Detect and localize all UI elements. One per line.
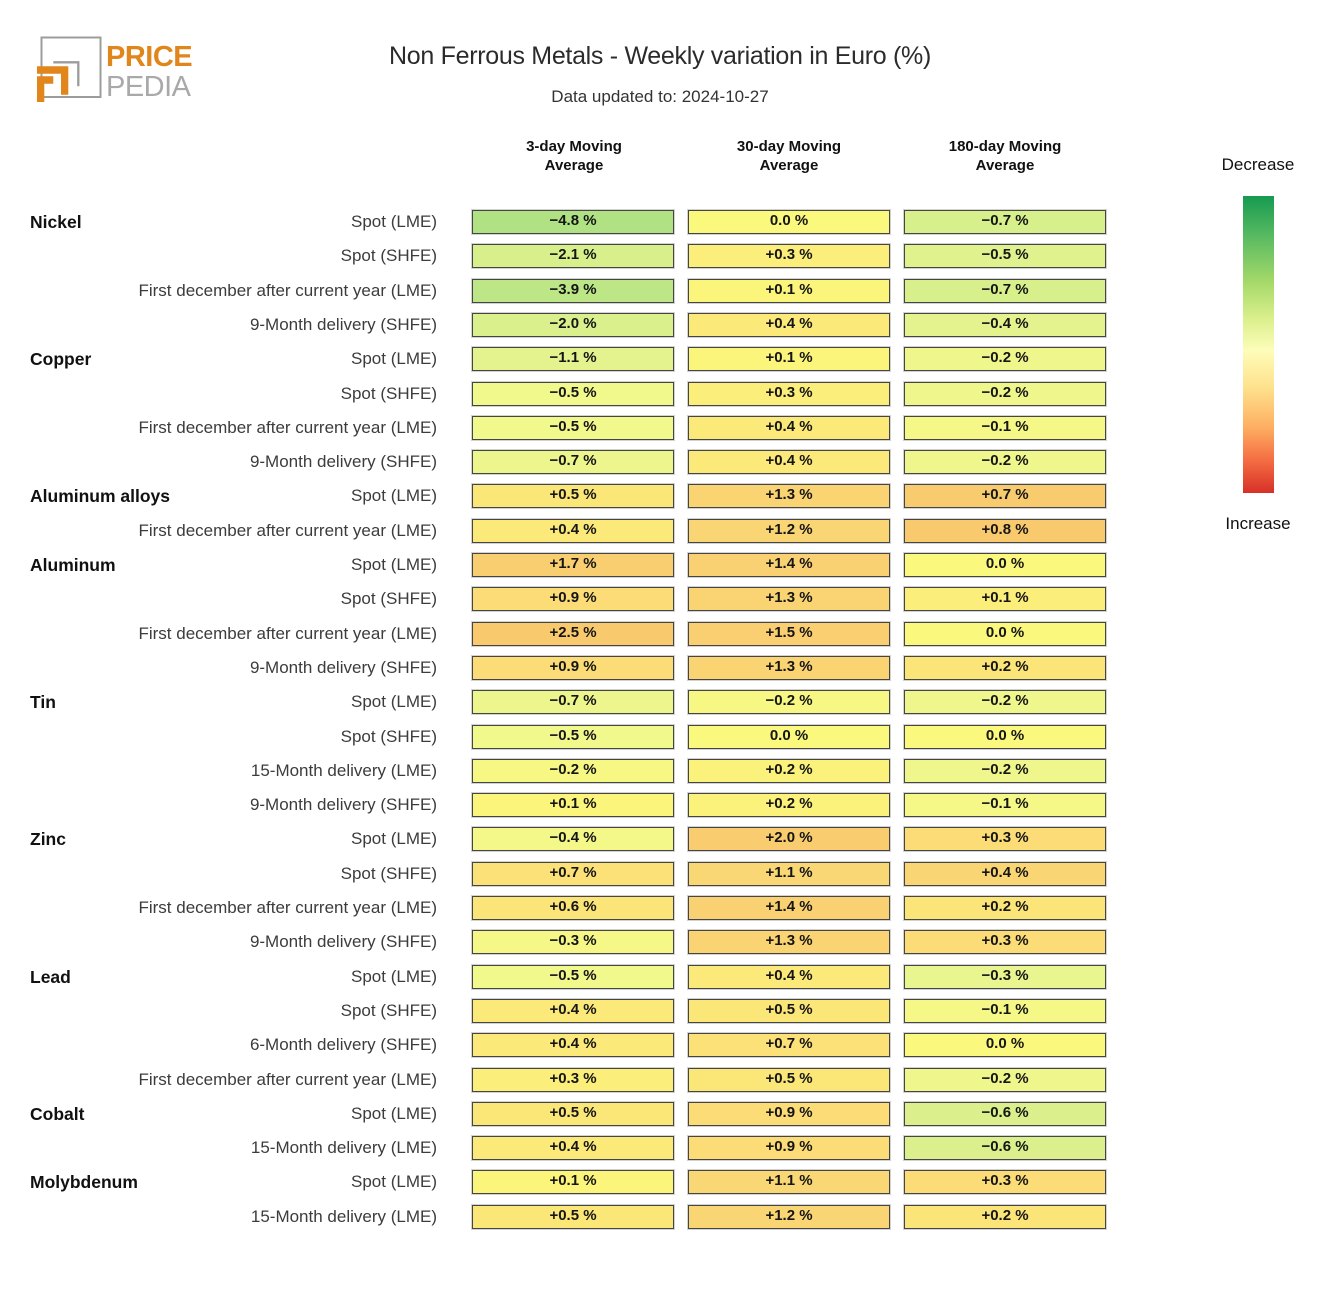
column-header: 180-day Moving Average: [948, 138, 1062, 174]
heatmap-cell: +0.7 %: [904, 484, 1106, 508]
row-label: Spot (LME): [351, 966, 437, 986]
heatmap-cell: +0.1 %: [688, 279, 890, 303]
heatmap-cell: −2.1 %: [472, 244, 674, 268]
row-label: First december after current year (LME): [138, 520, 437, 540]
heatmap-cell: +0.5 %: [688, 999, 890, 1023]
row-label: 9-Month delivery (SHFE): [249, 452, 437, 472]
brand-price: PRICE: [106, 41, 193, 73]
heatmap-cell: −2.0 %: [472, 313, 674, 337]
heatmap-cell: −3.9 %: [472, 279, 674, 303]
row-label: First december after current year (LME): [138, 623, 437, 643]
heatmap-cell: +0.1 %: [688, 347, 890, 371]
heatmap-cell: −0.7 %: [904, 279, 1106, 303]
row-label: 9-Month delivery (SHFE): [249, 795, 437, 815]
heatmap-cell: 0.0 %: [904, 622, 1106, 646]
heatmap-cell: −0.2 %: [904, 1068, 1106, 1092]
heatmap-cell: +0.5 %: [472, 1205, 674, 1229]
row-label: Spot (LME): [351, 1172, 437, 1192]
heatmap-cell: +0.7 %: [688, 1033, 890, 1057]
heatmap-cell: −0.7 %: [472, 690, 674, 714]
heatmap-cell: +0.3 %: [472, 1068, 674, 1092]
row-label: First december after current year (LME): [138, 898, 437, 917]
heatmap-cell: −0.1 %: [904, 793, 1106, 817]
heatmap-cell: +1.1 %: [688, 1170, 890, 1194]
row-label: First december after current year (LME): [138, 417, 437, 437]
heatmap-cell: +1.1 %: [688, 862, 890, 886]
heatmap-cell: −0.4 %: [904, 313, 1106, 337]
row-label: 6-Month delivery (SHFE): [249, 1035, 437, 1055]
heatmap-cell: −0.1 %: [904, 999, 1106, 1023]
row-label: Spot (LME): [351, 829, 437, 849]
heatmap-cell: +0.9 %: [472, 587, 674, 611]
heatmap-cell: +0.3 %: [904, 1170, 1106, 1194]
heatmap-cell: −0.5 %: [472, 965, 674, 989]
heatmap-cell: +0.4 %: [472, 519, 674, 543]
heatmap-cell: +0.2 %: [688, 759, 890, 783]
brand-pedia: PEDIA: [106, 71, 191, 103]
row-label: First december after current year (LME): [138, 280, 437, 300]
heatmap-cell: +0.4 %: [688, 313, 890, 337]
heatmap-cell: +1.5 %: [688, 622, 890, 646]
heatmap-cell: +0.3 %: [904, 827, 1106, 851]
heatmap-cell: +0.9 %: [688, 1102, 890, 1126]
heatmap-cell: +0.4 %: [472, 1033, 674, 1057]
row-label: First december after current year (LME): [138, 1069, 437, 1089]
page-title: Non Ferrous Metals - Weekly variation in Euro (%): [389, 42, 931, 70]
heatmap-cell: −0.5 %: [904, 244, 1106, 268]
heatmap-cell: −0.5 %: [472, 416, 674, 440]
heatmap-cell: −0.7 %: [904, 210, 1106, 234]
heatmap-cell: +0.9 %: [688, 1136, 890, 1160]
heatmap-cell: +1.3 %: [688, 656, 890, 680]
heatmap-cell: −0.3 %: [904, 965, 1106, 989]
metal-group-label: Cobalt: [30, 1103, 85, 1124]
heatmap-cell: +0.2 %: [904, 656, 1106, 680]
row-label: Spot (LME): [351, 1103, 437, 1123]
heatmap-cell: −0.1 %: [904, 416, 1106, 440]
heatmap-cell: +0.2 %: [904, 1205, 1106, 1229]
heatmap-cell: −0.2 %: [472, 759, 674, 783]
heatmap-cell: +1.4 %: [688, 896, 890, 920]
heatmap-cell: −1.1 %: [472, 347, 674, 371]
heatmap-cell: 0.0 %: [904, 553, 1106, 577]
heatmap-cell: +1.3 %: [688, 484, 890, 508]
data-updated-subtitle: Data updated to: 2024-10-27: [551, 87, 769, 106]
heatmap-cell: +2.0 %: [688, 827, 890, 851]
heatmap-cell: +0.4 %: [688, 450, 890, 474]
heatmap-cell: +0.4 %: [688, 416, 890, 440]
heatmap-cell: 0.0 %: [904, 725, 1106, 749]
heatmap-cell: −0.5 %: [472, 725, 674, 749]
heatmap-cell: +0.4 %: [688, 965, 890, 989]
row-label: Spot (LME): [351, 555, 437, 574]
row-label: Spot (SHFE): [340, 246, 437, 266]
heatmap-cell: +0.1 %: [472, 793, 674, 817]
metal-group-label: Zinc: [30, 829, 66, 850]
heatmap-cell: +1.3 %: [688, 930, 890, 954]
heatmap-cell: −0.2 %: [904, 347, 1106, 371]
heatmap-cell: +0.6 %: [472, 896, 674, 920]
row-label: Spot (LME): [351, 486, 437, 506]
row-label: 15-Month delivery (LME): [250, 1138, 437, 1158]
heatmap-cell: −0.6 %: [904, 1136, 1106, 1160]
heatmap-cell: +1.2 %: [688, 519, 890, 543]
heatmap-cell: +0.2 %: [688, 793, 890, 817]
heatmap-cell: −0.2 %: [904, 450, 1106, 474]
heatmap-cell: −4.8 %: [472, 210, 674, 234]
heatmap-cell: +0.7 %: [472, 862, 674, 886]
metal-group-label: Lead: [30, 966, 71, 987]
heatmap-cell: 0.0 %: [904, 1033, 1106, 1057]
row-label: Spot (LME): [351, 692, 437, 712]
column-header: 3-day Moving Average: [526, 138, 622, 174]
heatmap-cell: +0.9 %: [472, 656, 674, 680]
heatmap-cell: −0.2 %: [904, 759, 1106, 783]
metal-group-label: Molybdenum: [30, 1172, 138, 1193]
heatmap-cell: 0.0 %: [688, 725, 890, 749]
heatmap-cell: +2.5 %: [472, 622, 674, 646]
heatmap-cell: +1.4 %: [688, 553, 890, 577]
heatmap-cell: +0.5 %: [472, 484, 674, 508]
row-label: Spot (SHFE): [340, 589, 437, 609]
heatmap-cell: +0.1 %: [472, 1170, 674, 1194]
row-label: Spot (LME): [351, 212, 437, 231]
legend-decrease-label: Decrease: [1221, 155, 1295, 174]
heatmap-cell: +0.5 %: [472, 1102, 674, 1126]
heatmap-cell: +0.3 %: [688, 382, 890, 406]
heatmap-cell: +0.3 %: [904, 930, 1106, 954]
heatmap-cell: +0.8 %: [904, 519, 1106, 543]
heatmap-cell: −0.2 %: [904, 382, 1106, 406]
heatmap-cell: −0.4 %: [472, 827, 674, 851]
heatmap-cell: −0.2 %: [688, 690, 890, 714]
heatmap-cell: +0.4 %: [472, 1136, 674, 1160]
metal-group-label: Tin: [30, 692, 56, 713]
heatmap-cell: +0.1 %: [904, 587, 1106, 611]
row-label: Spot (SHFE): [340, 863, 437, 883]
heatmap-cell: +0.2 %: [904, 896, 1106, 920]
row-label: 9-Month delivery (SHFE): [249, 657, 437, 677]
legend-gradient-bar: [1243, 196, 1274, 493]
legend-increase-label: Increase: [1225, 514, 1291, 533]
row-label: 9-Month delivery (SHFE): [249, 314, 437, 334]
metal-group-label: Copper: [30, 349, 92, 370]
heatmap-cell: +1.2 %: [688, 1205, 890, 1229]
metal-group-label: Aluminum: [30, 555, 116, 575]
heatmap-cell: +1.3 %: [688, 587, 890, 611]
row-label: 15-Month delivery (LME): [250, 1206, 437, 1226]
row-label: Spot (SHFE): [340, 1000, 437, 1020]
heatmap-cell: +0.3 %: [688, 244, 890, 268]
heatmap-cell: −0.5 %: [472, 382, 674, 406]
row-label: Spot (SHFE): [340, 726, 437, 746]
heatmap-cell: −0.6 %: [904, 1102, 1106, 1126]
heatmap-cell: +0.5 %: [688, 1068, 890, 1092]
heatmap-cell: +0.4 %: [904, 862, 1106, 886]
row-label: 15-Month delivery (LME): [250, 760, 437, 780]
row-label: Spot (SHFE): [340, 383, 437, 403]
heatmap-cell: −0.7 %: [472, 450, 674, 474]
metal-group-label: Aluminum alloys: [30, 486, 171, 507]
heatmap-cell: +0.4 %: [472, 999, 674, 1023]
heatmap-cell: −0.2 %: [904, 690, 1106, 714]
heatmap-cell: +1.7 %: [472, 553, 674, 577]
row-label: Spot (LME): [351, 349, 437, 369]
metal-group-label: Nickel: [30, 212, 82, 232]
heatmap-cell: 0.0 %: [688, 210, 890, 234]
column-header: 30-day Moving Average: [736, 138, 842, 174]
heatmap-cell: −0.3 %: [472, 930, 674, 954]
row-label: 9-Month delivery (SHFE): [249, 932, 437, 952]
